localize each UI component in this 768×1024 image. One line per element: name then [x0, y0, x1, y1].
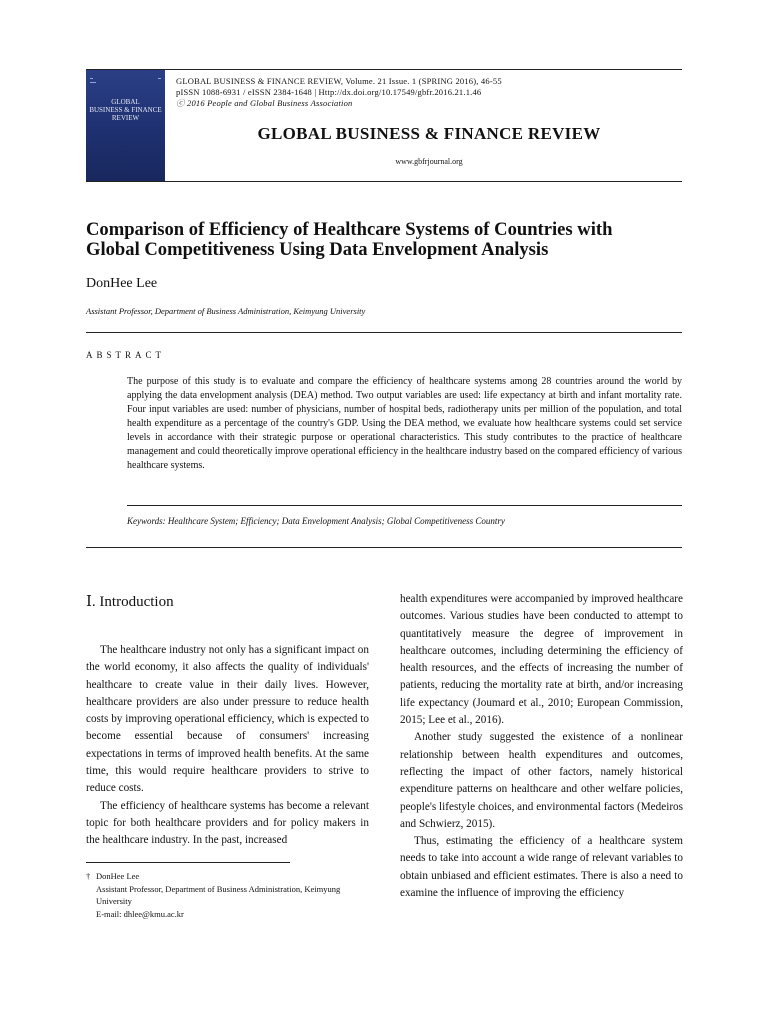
header-top-rule: [86, 69, 682, 70]
paper-title: Comparison of Efficiency of Healthcare Systems of Countries with Global Competitiveness Using Data Envelopment Analysis: [86, 219, 613, 260]
cover-decoration: ▬ ▬▬: [90, 76, 96, 84]
author-affiliation: Assistant Professor, Department of Business Administration, Keimyung University: [86, 306, 366, 316]
keywords: Keywords: Healthcare System; Efficiency; Data Envelopment Analysis; Global Competitiveness Country: [127, 516, 505, 526]
cover-decoration-right: ▬: [158, 76, 161, 80]
footnote-affiliation: Assistant Professor, Department of Business Administration, Keimyung University: [96, 883, 341, 906]
footnote-rule: [86, 862, 290, 863]
paragraph: The efficiency of healthcare systems has become a relevant topic for both healthcare providers and for policy makers in the healthcare industry. In the past, increased: [86, 799, 369, 847]
abstract-text: The purpose of this study is to evaluate and compare the efficiency of healthcare systems among 28 countries around the world by applying the data envelopment analysis (DEA) method. Two output variables are used: life expectancy at birth and infant mortality rate. Four input variables are used: number of physicians, number of hospital beds, radiotherapy units per million of the population, and total health expenditure as a percentage of the country's GDP. Using the DEA method, we evaluate how healthcare systems could set service levels in accordance with their strategic purpose or operational characteristics. This study contributes to the practice of healthcare management and could theoretically improve operational efficiency in the healthcare industry based on the compared efficiency of various healthcare systems.: [127, 376, 682, 471]
cover-title: GLOBAL BUSINESS & FINANCE REVIEW: [89, 98, 162, 122]
body-column-left: [86, 642, 369, 850]
footnote-mark: †: [86, 871, 91, 881]
paragraph: Thus, estimating the efficiency of a healthcare system needs to take into account a wide range of relevant variables to obtain unbiased and efficient estimates. There is also a need to examine the influence of improving the efficiency: [400, 835, 683, 900]
keywords-rule: [127, 505, 682, 506]
paragraph: The healthcare industry not only has a significant impact on the world economy, it also affects the quality of individuals' healthcare to create value in their daily lives. However, healthcare providers are also under pressure to reduce health costs by improving operational efficiency, which is expected to become essential because of consumers' increasing expectations in terms of improved health benefits. At the same time, this would require healthcare providers to strive to reduce costs.: [86, 644, 369, 795]
citation-line: GLOBAL BUSINESS & FINANCE REVIEW, Volume. 21 Issue. 1 (SPRING 2016), 46-55: [176, 76, 502, 86]
body-column-right: [400, 591, 683, 902]
journal-title: GLOBAL BUSINESS & FINANCE REVIEW: [257, 124, 601, 143]
author-name: DonHee Lee: [86, 276, 158, 291]
abstract-bottom-rule: [86, 547, 682, 548]
footnote: [86, 870, 372, 920]
footnote-author: DonHee Lee: [96, 871, 140, 881]
paragraph: health expenditures were accompanied by improved healthcare outcomes. Various studies have been conducted to attempt to quantitatively measure the degree of improvement in healthcare outcomes, including determining the efficiency of health resources, and the effects of increasing the number of patients, reducing the mortality rate at birth, and/or increasing life expectancy (Joumard et al., 2010; European Commission, 2015; Lee et al., 2016).: [400, 593, 683, 727]
issn-doi-line: pISSN 1088-6931 / eISSN 2384-1648 | Http://dx.doi.org/10.17549/gbfr.2016.21.1.46: [176, 87, 482, 97]
paragraph: Another study suggested the existence of a nonlinear relationship between health expenditures and outcomes, reflecting the impact of other factors, namely historical expenditure patterns on healthcare and other welfare policies, people's lifestyle choices, and environmental factors (Medeiros and Schwierz, 2015).: [400, 731, 683, 830]
abstract-heading: ABSTRACT: [86, 350, 166, 360]
header-bottom-rule: [86, 181, 682, 182]
footnote-email[interactable]: E-mail: dhlee@kmu.ac.kr: [96, 908, 184, 919]
copyright-line: ⓒ 2016 People and Global Business Association: [176, 98, 353, 108]
section-heading-introduction: Ⅰ. Introduction: [86, 594, 174, 610]
journal-website-link[interactable]: www.gbfrjournal.org: [395, 157, 463, 166]
journal-cover-image: [86, 70, 165, 181]
abstract-top-rule: [86, 332, 682, 333]
